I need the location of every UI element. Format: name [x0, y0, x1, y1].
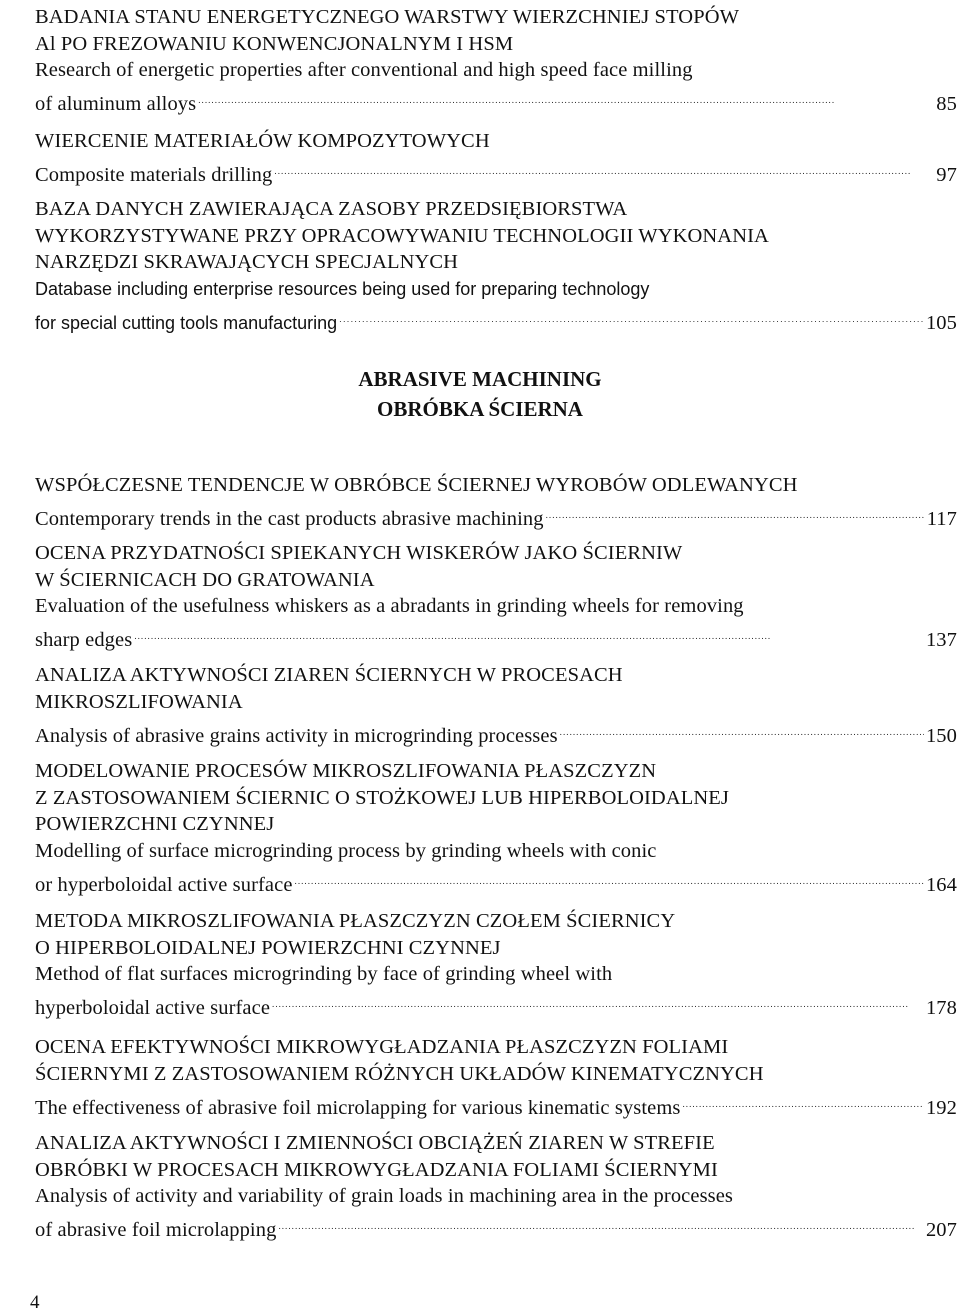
toc-entry [35, 4, 957, 115]
page-number: 85 [936, 93, 957, 115]
entry-title-line: WIERCENIE MATERIAŁÓW KOMPOZYTOWYCH [35, 130, 490, 152]
toc-entry [35, 472, 957, 530]
entry-final-line [35, 499, 957, 530]
entry-title-line: Z ZASTOSOWANIEM ŚCIERNIC O STOŻKOWEJ LUB HIPERBOLOIDALNEJ [35, 786, 729, 809]
entry-final-text: or hyperboloidal active surface [35, 873, 293, 896]
entry-title-line: MIKROSZLIFOWANIA [35, 690, 243, 713]
entry-final-line [35, 620, 957, 651]
entry-title-line: Analysis of activity and variability of grain loads in machining area in the processes [35, 1185, 734, 1207]
entry-title-line: NARZĘDZI SKRAWAJĄCYCH SPECJALNYCH [35, 251, 459, 273]
toc-entry [35, 1034, 957, 1119]
section-heading-en: ABRASIVE MACHINING [358, 367, 602, 391]
page-number: 150 [925, 724, 957, 747]
page-number: 178 [925, 997, 957, 1019]
entry-final-text: for special cutting tools manufacturing [35, 312, 338, 333]
entry-final-text: of abrasive foil microlapping [35, 1219, 277, 1241]
entry-final-line [35, 1087, 957, 1119]
page-number: 164 [925, 873, 957, 896]
entry-title-line: O HIPERBOLOIDALNEJ POWIERZCHNI CZYNNEJ [35, 936, 501, 959]
entry-title-line: ANALIZA AKTYWNOŚCI I ZMIENNOŚCI OBCIĄŻEŃ ZIAREN W STREFIE [35, 1132, 715, 1154]
entry-final-text: Contemporary trends in the cast products abrasive machining [35, 508, 544, 530]
entry-final-line [35, 155, 957, 186]
entry-title-line: OCENA EFEKTYWNOŚCI MIKROWYGŁADZANIA PŁASZCZYZN FOLIAMI [35, 1036, 729, 1058]
toc-entry [35, 128, 957, 186]
entry-title-line: Research of energetic properties after conventional and high speed face milling [35, 59, 693, 81]
entry-final-text: sharp edges [35, 629, 133, 651]
entry-final-text: Composite materials drilling [35, 164, 273, 186]
entry-title-line: OCENA PRZYDATNOŚCI SPIEKANYCH WISKERÓW JAKO ŚCIERNIW [35, 542, 683, 564]
entry-title-line: WYKORZYSTYWANE PRZY OPRACOWYWANIU TECHNOLOGII WYKONANIA [35, 224, 769, 247]
toc-entry [35, 662, 957, 747]
dot-leader [272, 988, 924, 1015]
entry-final-line [35, 715, 957, 747]
dot-leader [560, 715, 924, 742]
entry-title-line: METODA MIKROSZLIFOWANIA PŁASZCZYZN CZOŁEM ŚCIERNICY [35, 910, 676, 932]
dot-leader [339, 302, 924, 329]
page-number: 192 [925, 1096, 957, 1119]
dot-leader [278, 1210, 924, 1237]
entry-final-line [35, 864, 957, 896]
toc-entry [35, 908, 957, 1019]
entry-title-line: OBRÓBKI W PROCESACH MIKROWYGŁADZANIA FOLIAMI ŚCIERNYMI [35, 1158, 718, 1181]
entry-final-text: of aluminum alloys [35, 93, 197, 115]
entry-final-line [35, 84, 957, 115]
entry-title-line: POWIERZCHNI CZYNNEJ [35, 813, 275, 835]
entry-title-line: MODELOWANIE PROCESÓW MIKROSZLIFOWANIA PŁASZCZYZN [35, 760, 657, 782]
section-heading-pl: OBRÓBKA ŚCIERNA [377, 397, 583, 421]
entry-title-line: Modelling of surface microgrinding process by grinding wheels with conic [35, 839, 657, 862]
entry-title-line: ANALIZA AKTYWNOŚCI ZIAREN ŚCIERNYCH W PROCESACH [35, 664, 623, 686]
page-number: 105 [925, 311, 957, 334]
entry-title-line: BAZA DANYCH ZAWIERAJĄCA ZASOBY PRZEDSIĘBIORSTWA [35, 198, 628, 220]
dot-leader [682, 1087, 923, 1114]
entry-title-line: Database including enterprise resources being used for preparing technology [35, 278, 650, 299]
page-number: 97 [936, 164, 957, 186]
dot-leader [198, 84, 934, 111]
page-number: 207 [925, 1219, 957, 1241]
entry-title-line: W ŚCIERNICACH DO GRATOWANIA [35, 568, 375, 591]
dot-leader [274, 155, 934, 182]
entry-final-line [35, 302, 957, 334]
entry-final-text: Analysis of abrasive grains activity in microgrinding processes [35, 724, 558, 747]
entry-title-line: Evaluation of the usefulness whiskers as a abradants in grinding wheels for removing [35, 595, 744, 617]
toc-entry [35, 196, 957, 334]
dot-leader [134, 620, 924, 647]
toc-entry [35, 1130, 957, 1241]
entry-final-line [35, 988, 957, 1019]
entry-title-line: BADANIA STANU ENERGETYCZNEGO WARSTWY WIERZCHNIEJ STOPÓW [35, 6, 740, 28]
dot-leader [295, 864, 924, 891]
page-number: 137 [925, 629, 957, 651]
page-number: 117 [926, 508, 957, 530]
footer-page-number: 4 [30, 1292, 40, 1313]
entry-title-line: WSPÓŁCZESNE TENDENCJE W OBRÓBCE ŚCIERNEJ WYROBÓW ODLEWANYCH [35, 474, 798, 496]
entry-title-line: Al PO FREZOWANIU KONWENCJONALNYM I HSM [35, 32, 514, 55]
entry-title-line: Method of flat surfaces microgrinding by face of grinding wheel with [35, 963, 613, 985]
toc-entry [35, 540, 957, 651]
dot-leader [546, 499, 925, 526]
entry-title-line: ŚCIERNYMI Z ZASTOSOWANIEM RÓŻNYCH UKŁADÓW KINEMATYCZNYCH [35, 1062, 764, 1085]
entry-final-line [35, 1210, 957, 1241]
toc-entry [35, 758, 957, 896]
entry-final-text: hyperboloidal active surface [35, 997, 271, 1019]
entry-final-text: The effectiveness of abrasive foil microlapping for various kinematic systems [35, 1096, 681, 1119]
